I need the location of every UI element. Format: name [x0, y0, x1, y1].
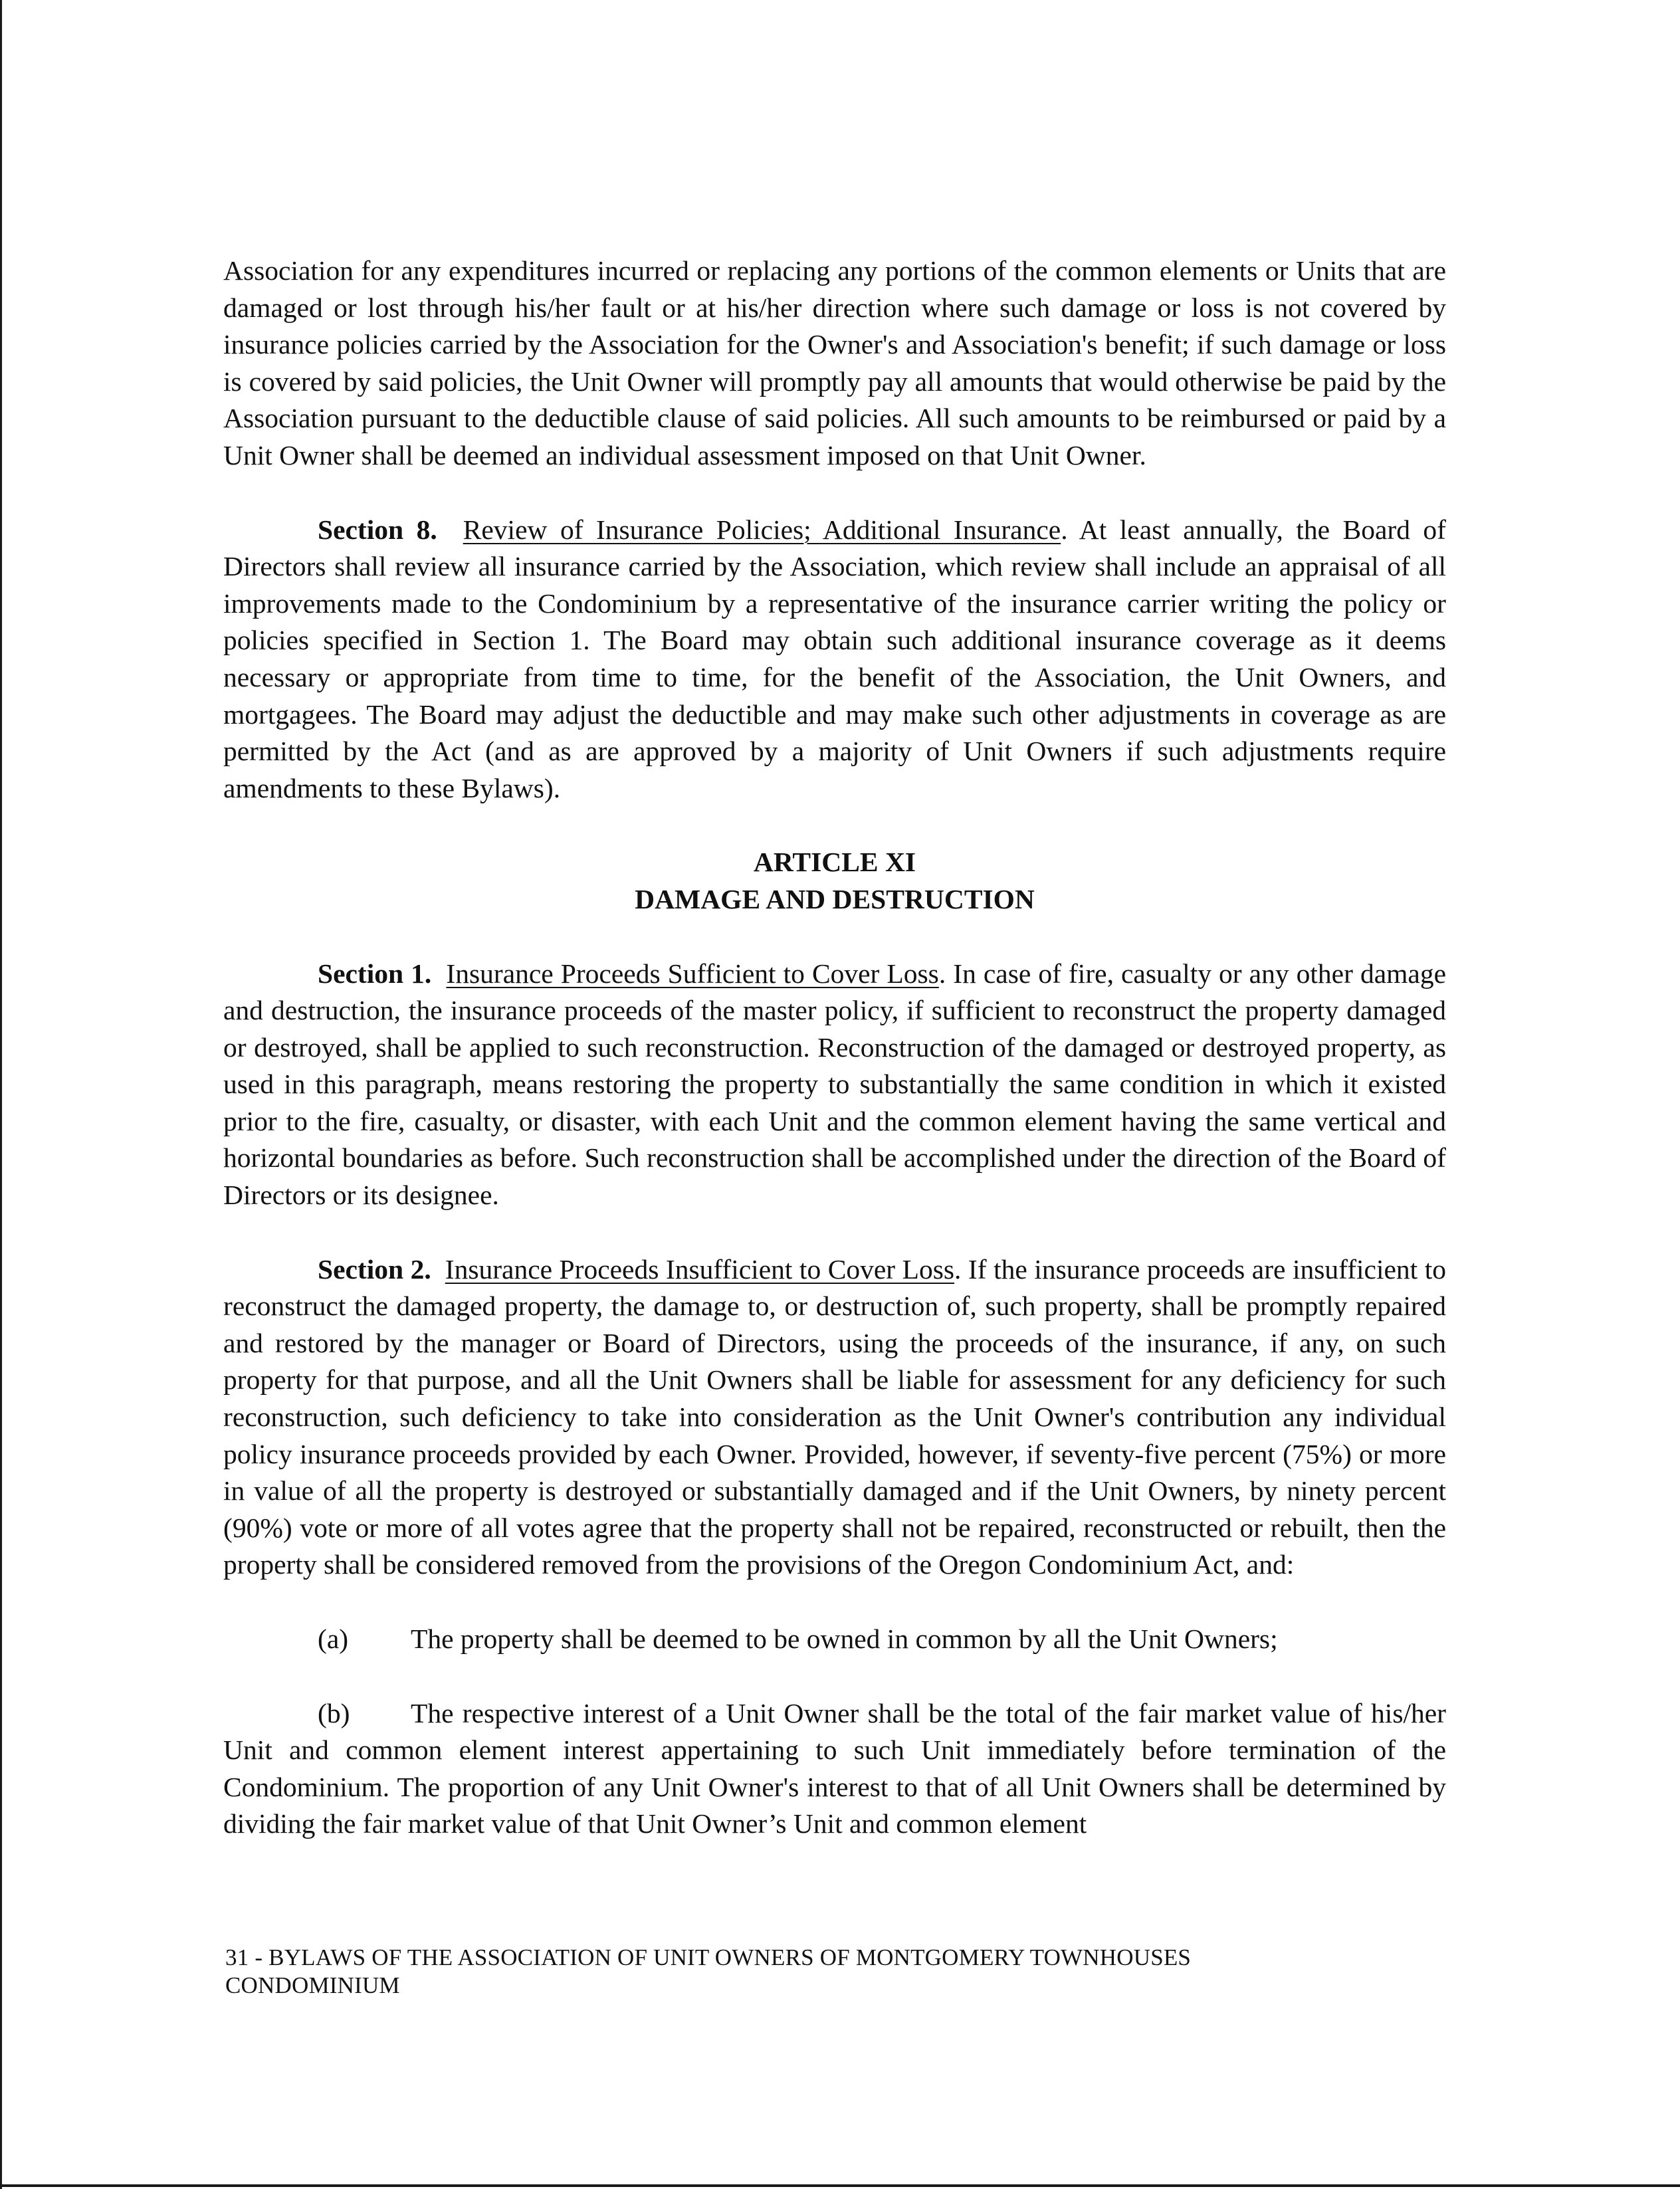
section-8-title: Review of Insurance Policies; Additional Insurance	[463, 514, 1061, 545]
list-item-a-label: (a)	[318, 1623, 349, 1654]
footer-line-1: 31 - BYLAWS OF THE ASSOCIATION OF UNIT OWNERS OF MONTGOMERY TOWNHOUSES	[225, 1944, 1192, 1970]
list-item-a	[223, 1621, 1446, 1658]
scan-left-edge	[0, 0, 2, 2189]
continued-paragraph: Association for any expenditures incurred or replacing any portions of the common elements or Units that are damaged or lost through his/her fault or at his/her direction where such damage or loss is not covered by insurance policies carried by the Association for the Owner's and Association's benefit; if such damage or loss is covered by said policies, the Unit Owner will promptly pay all amounts that would otherwise be paid by the Association pursuant to the deductible clause of said policies. All such amounts to be reimbursed or paid by a Unit Owner shall be deemed an individual assessment imposed on that Unit Owner.	[223, 255, 1446, 470]
section-1-title: Insurance Proceeds Sufficient to Cover Loss	[446, 958, 939, 989]
list-item-b	[223, 1695, 1446, 1843]
article-heading	[223, 844, 1446, 918]
section-1-text: . In case of fire, casualty or any other damage and destruction, the insurance proceeds of the master policy, if sufficient to reconstruct the property damaged or destroyed, shall be applied to such reconstruction. Reconstruction of the damaged or destroyed property, as used in this paragraph, means restoring the property to substantially the same condition in which it existed prior to the fire, casualty, or disaster, with each Unit and the common element having the same vertical and horizontal boundaries as before. Such reconstruction shall be accomplished under the direction of the Board of Directors or its designee.	[223, 958, 1447, 1211]
section-2-title: Insurance Proceeds Insufficient to Cover Loss	[445, 1253, 955, 1285]
list-item-b-label: (b)	[318, 1697, 350, 1728]
article-title: DAMAGE AND DESTRUCTION	[635, 883, 1035, 914]
page-footer	[225, 1944, 1461, 2000]
section-2-text: . If the insurance proceeds are insufficient to reconstruct the damaged property, the damage to, or destruction of, such property, shall be promptly repaired and restored by the manager or Board of Directors, using the proceeds of the insurance, if any, on such property for that purpose, and all the Unit Owners shall be liable for assessment for any deficiency for such reconstruction, such deficiency to take into consideration as the Unit Owner's contribution any individual policy insurance proceeds provided by each Owner. Provided, however, if seventy-five percent (75%) or more in value of all the property is destroyed or substantially damaged and if the Unit Owners, by ninety percent (90%) vote or more of all votes agree that the property shall not be repaired, reconstructed or rebuilt, then the property shall be considered removed from the provisions of the Oregon Condominium Act, and:	[223, 1253, 1446, 1580]
section-2-number: Section 2.	[318, 1253, 431, 1285]
list-item-a-text: The property shall be deemed to be owned in common by all the Unit Owners;	[411, 1623, 1278, 1654]
list-item-b-text: The respective interest of a Unit Owner shall be the total of the fair market value of his/her Unit and common element interest appertaining to such Unit immediately before termination of the Condominium. The proportion of any Unit Owner's interest to that of all Unit Owners shall be determined by dividing the fair market value of that Unit Owner’s Unit and common element	[223, 1697, 1446, 1839]
footer-line-2: CONDOMINIUM	[225, 1972, 400, 1998]
section-1-number: Section 1.	[318, 958, 432, 989]
section-8-number: Section 8.	[318, 514, 437, 545]
section-2-paragraph	[223, 1251, 1446, 1584]
article-number: ARTICLE XI	[753, 847, 916, 878]
section-8-text: . At least annually, the Board of Directors shall review all insurance carried by the Association, which review shall include an appraisal of all improvements made to the Condominium by a representative of the insurance carrier writing the policy or policies specified in Section 1. The Board may obtain such additional insurance coverage as it deems necessary or appropriate from time to time, for the benefit of the Association, the Unit Owners, and mortgagees. The Board may adjust the deductible and may make such other adjustments in coverage as are permitted by the Act (and as are approved by a majority of Unit Owners if such adjustments require amendments to these Bylaws).	[223, 514, 1446, 803]
section-1-paragraph	[223, 956, 1446, 1214]
scan-bottom-edge	[0, 2184, 1680, 2187]
document-body	[223, 253, 1446, 1843]
section-8-paragraph	[223, 512, 1446, 807]
